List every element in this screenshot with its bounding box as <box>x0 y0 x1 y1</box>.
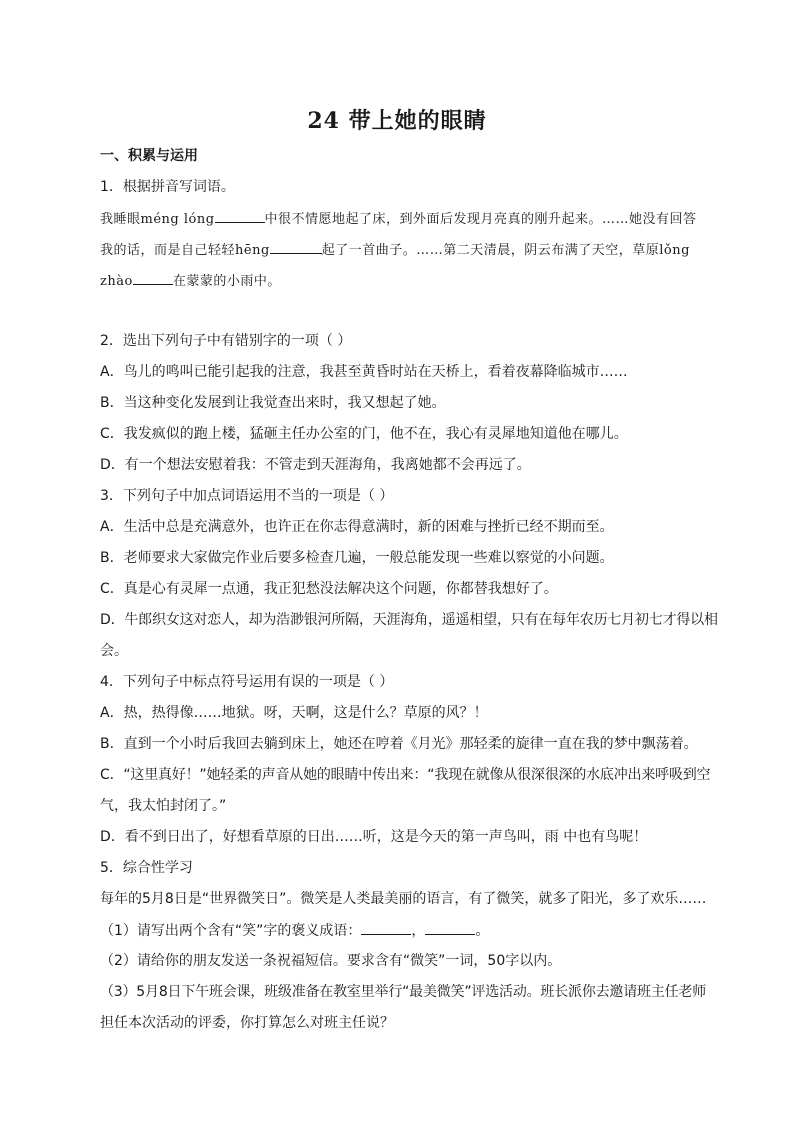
q3-option-d: D．牛郎织女这对恋人，却为浩渺银河所隔，天涯海角，遥遥相望，只有在每年农历七月初七才得以相 <box>100 612 718 628</box>
q5-sub-3-cont: 担任本次活动的评委，你打算怎么对班主任说？ <box>100 1015 394 1031</box>
q3-option-b: B．老师要求大家做完作业后要多检查几遍，一般总能发现一些难以察觉的小问题。 <box>100 550 614 566</box>
q1-text: 我睡眼méng lóng <box>100 212 215 227</box>
q5-intro: 每年的5月8日是“世界微笑日”。微笑是人类最美丽的语言，有了微笑，就多了阳光，多了欢乐…… <box>100 891 707 907</box>
q1-text: 中很不情愿地起了床，到外面后发现月亮真的刚升起来。……她没有回答 <box>264 212 697 227</box>
q4-option-d: D．看不到日出了，好想看草原的日出……听，这是今天的第一声鸟叫，雨 中也有鸟呢！ <box>100 829 648 845</box>
q4-option-c-cont: 气，我太怕封闭了。” <box>100 798 227 814</box>
page-title: 24 带上她的眼睛 <box>307 108 487 134</box>
q1-text: zhào <box>100 274 133 289</box>
q5-sub-3: （3）5月8日下午班会课，班级准备在教室里举行“最美微笑”评选活动。班长派你去邀请班主任老师 <box>100 984 707 1000</box>
q1-text: 我的话，而是自己轻轻hēng <box>100 243 270 258</box>
q3-option-a: A．生活中总是充满意外，也许正在你志得意满时，新的困难与挫折已经不期而至。 <box>100 519 614 535</box>
q2-option-a: A．鸟儿的鸣叫已能引起我的注意，我甚至黄昏时站在天桥上，看着夜幕降临城市…… <box>100 364 628 380</box>
q1-text: 在蒙蒙的小雨中。 <box>172 274 281 289</box>
section-heading: 一、积累与运用 <box>100 148 198 164</box>
q1-line-3 <box>100 270 700 292</box>
q1-line-2 <box>100 239 700 261</box>
answer-blank[interactable] <box>270 239 322 254</box>
q2-stem: 2．选出下列句子中有错别字的一项（ ） <box>100 333 352 349</box>
q1-line-1 <box>100 208 700 230</box>
period: 。 <box>475 923 490 939</box>
answer-blank[interactable] <box>133 270 173 285</box>
q4-option-a: A．热，热得像……地狱。呀，天啊，这是什么？草原的风？！ <box>100 705 488 721</box>
q3-option-c: C．真是心有灵犀一点通，我正犯愁没法解决这个问题，你都替我想好了。 <box>100 581 558 597</box>
answer-blank[interactable] <box>215 208 265 223</box>
q4-option-b: B．直到一个小时后我回去躺到床上，她还在哼着《月光》那轻柔的旋律一直在我的梦中飘荡着。 <box>100 736 698 752</box>
q3-stem: 3．下列句子中加点词语运用不当的一项是（ ） <box>100 488 394 504</box>
q5-stem: 5．综合性学习 <box>100 860 193 876</box>
q5-sub-1 <box>100 920 700 941</box>
q2-option-d: D．有一个想法安慰着我：不管走到天涯海角，我离她都不会再远了。 <box>100 457 531 473</box>
separator: ， <box>411 923 426 939</box>
q3-option-d-cont: 会。 <box>100 643 128 659</box>
q5-sub-2: （2）请给你的朋友发送一条祝福短信。要求含有“微笑”一词，50字以内。 <box>100 953 562 969</box>
q2-option-c: C．我发疯似的跑上楼，猛砸主任办公室的门，他不在，我心有灵犀地知道他在哪儿。 <box>100 426 628 442</box>
q1-stem: 1．根据拼音写词语。 <box>100 179 235 195</box>
answer-blank[interactable] <box>425 920 475 935</box>
q4-option-c: C．“这里真好！”她轻柔的声音从她的眼睛中传出来：“我现在就像从很深很深的水底冲出来呼吸到空 <box>100 767 711 783</box>
q4-stem: 4．下列句子中标点符号运用有误的一项是（ ） <box>100 674 394 690</box>
q2-option-b: B．当这种变化发展到让我觉查出来时，我又想起了她。 <box>100 395 446 411</box>
q5-sub-1-label: （1）请写出两个含有“笑”字的褒义成语： <box>100 923 362 939</box>
answer-blank[interactable] <box>361 920 411 935</box>
q1-text: 起了一首曲子。……第二天清晨，阴云布满了天空，草原lǒng <box>321 243 690 258</box>
